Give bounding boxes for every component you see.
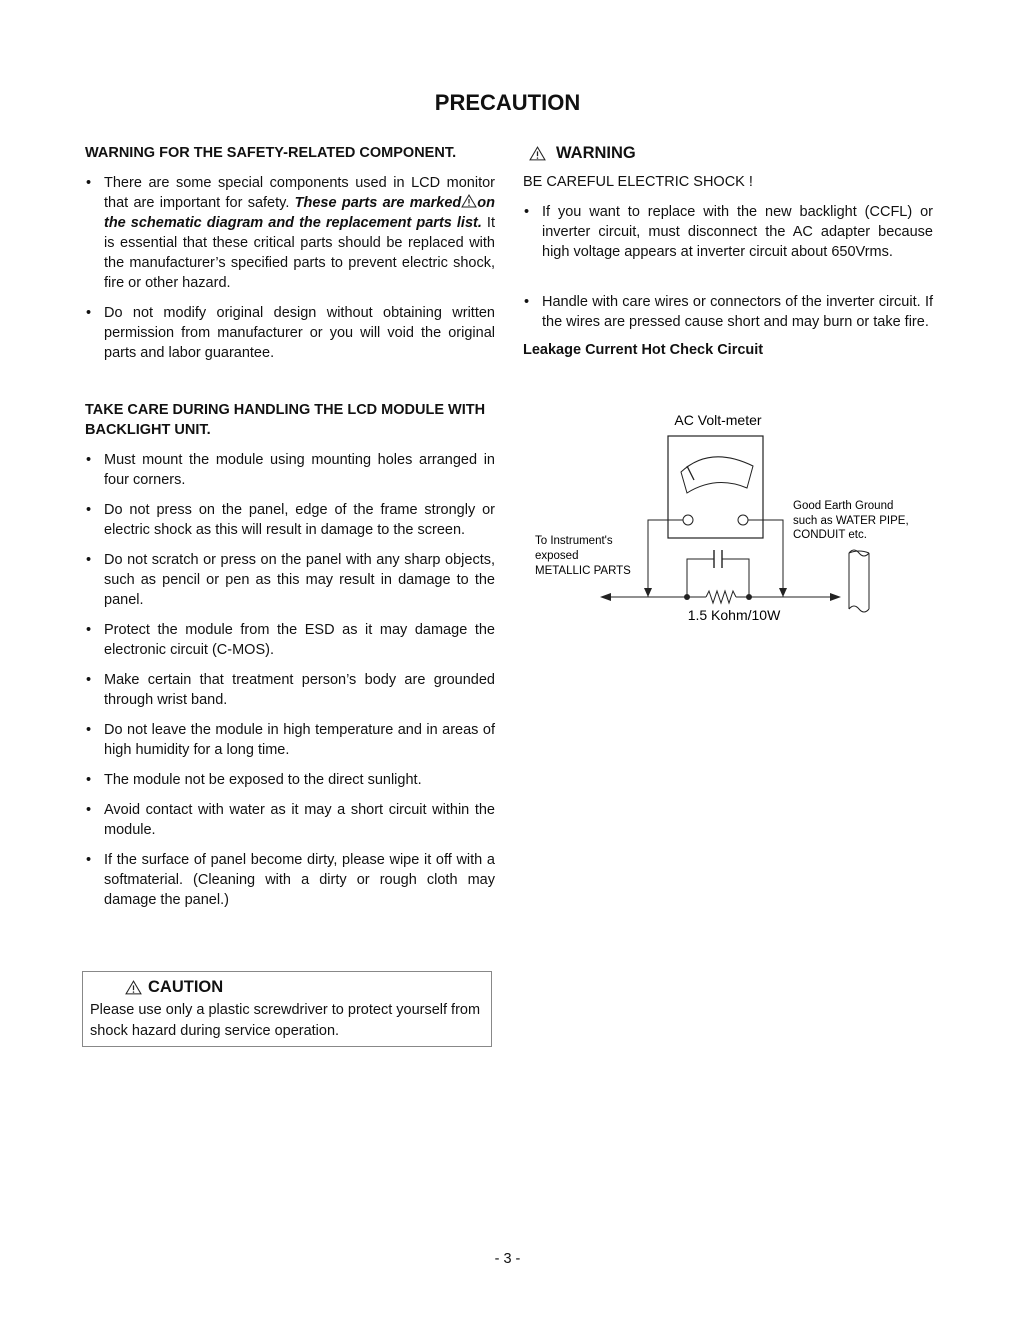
handling-item: • Must mount the module using mounting holes arranged in four corners. bbox=[85, 450, 495, 490]
junction-dot bbox=[746, 594, 752, 600]
handling-item: • The module not be exposed to the direct sunlight. bbox=[85, 770, 495, 790]
ground-label-line: CONDUIT etc. bbox=[793, 529, 867, 541]
meter-box bbox=[668, 436, 763, 538]
safety-heading: WARNING FOR THE SAFETY-RELATED COMPONENT. bbox=[85, 145, 457, 161]
warning-triangle-icon bbox=[125, 980, 142, 995]
leakage-circuit-diagram bbox=[523, 405, 933, 630]
handling-item: • Avoid contact with water as it may a short circuit within the module. bbox=[85, 800, 495, 840]
arrow-icon bbox=[644, 588, 652, 597]
handling-item: • If the surface of panel become dirty, please wipe it off with a softmaterial. (Cleaning with a dirty or rough cloth may damage the panel.) bbox=[85, 850, 495, 910]
instrument-label-line: exposed bbox=[535, 550, 579, 562]
right-column bbox=[523, 143, 933, 358]
caution-box bbox=[82, 971, 492, 1047]
warning-triangle-icon bbox=[529, 146, 546, 161]
warning-list bbox=[523, 202, 933, 332]
ground-label-line: Good Earth Ground bbox=[793, 500, 894, 512]
leakage-heading: Leakage Current Hot Check Circuit bbox=[523, 342, 764, 358]
left-lead-wire bbox=[648, 520, 683, 597]
caution-heading: CAUTION bbox=[125, 975, 491, 999]
meter-terminal-right bbox=[738, 515, 748, 525]
page-number: - 3 - bbox=[494, 1251, 521, 1267]
right-arrow-icon bbox=[830, 593, 841, 601]
left-column bbox=[85, 143, 495, 920]
handling-heading: TAKE CARE DURING HANDLING THE LCD MODULE WITH BACKLIGHT UNIT. bbox=[85, 402, 486, 438]
instrument-label-line: METALLIC PARTS bbox=[535, 565, 631, 577]
handling-item: • Do not press on the panel, edge of the frame strongly or electric shock as this will result in damage to the screen. bbox=[85, 500, 495, 540]
handling-item: • Make certain that treatment person’s body are grounded through wrist band. bbox=[85, 670, 495, 710]
water-pipe-icon bbox=[849, 553, 869, 609]
meter-label: AC Volt-meter bbox=[674, 412, 762, 428]
handling-item: • Do not scratch or press on the panel with any sharp objects, such as pencil or pen as this may result in damage to the panel. bbox=[85, 550, 495, 610]
warning-subheading: BE CAREFUL ELECTRIC SHOCK ! bbox=[523, 174, 753, 190]
warning-heading: WARNING bbox=[523, 143, 933, 163]
handling-item: • Do not leave the module in high temperature and in areas of high humidity for a long time. bbox=[85, 720, 495, 760]
instrument-label-line: To Instrument's bbox=[535, 535, 613, 547]
left-arrow-icon bbox=[600, 593, 611, 601]
warning-item: • Handle with care wires or connectors of the inverter circuit. If the wires are pressed cause short and may burn or take fire. bbox=[523, 292, 933, 332]
ground-label-line: such as WATER PIPE, bbox=[793, 515, 909, 527]
safety-item-1: • There are some special components used in LCD monitor that are important for safety. These parts are marked on the schematic diagram and the replacement parts list. It is essential that these critical parts should be replaced with the manufacturer’s specified parts to prevent electric shock, fire or other hazard. bbox=[85, 173, 495, 293]
warning-item: • If you want to replace with the new backlight (CCFL) or inverter circuit, must disconnect the AC adapter because high voltage appears at inverter circuit about 650Vrms. bbox=[523, 202, 933, 262]
meter-needle bbox=[687, 466, 694, 480]
safety-item-2: • Do not modify original design without obtaining written permission from manufacturer or you will void the original parts and labor guarantee. bbox=[85, 303, 495, 363]
page-title: PRECAUTION bbox=[434, 90, 581, 115]
safety-list bbox=[85, 173, 495, 363]
caution-text: Please use only a plastic screwdriver to protect yourself from shock hazard during service operation. bbox=[90, 1002, 481, 1039]
warning-triangle-icon bbox=[461, 194, 477, 208]
handling-list bbox=[85, 450, 495, 910]
junction-dot bbox=[684, 594, 690, 600]
arrow-icon bbox=[779, 588, 787, 597]
resistor-label: 1.5 Kohm/10W bbox=[687, 607, 781, 623]
right-lead-wire bbox=[748, 520, 783, 597]
handling-item: • Protect the module from the ESD as it may damage the electronic circuit (C-MOS). bbox=[85, 620, 495, 660]
meter-terminal-left bbox=[683, 515, 693, 525]
